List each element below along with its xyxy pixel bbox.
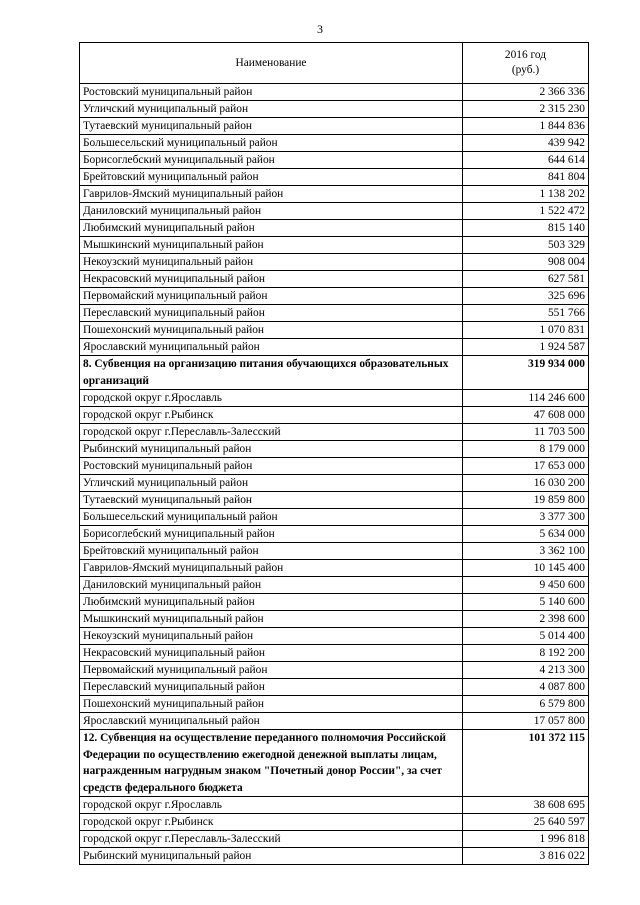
- district-name: Даниловский муниципальный район: [80, 577, 463, 594]
- amount-cell: 5 140 600: [463, 594, 589, 611]
- amount-cell: 627 581: [463, 271, 589, 288]
- district-name: Борисоглебский муниципальный район: [80, 526, 463, 543]
- table-row: [80, 475, 589, 492]
- table-row: [80, 322, 589, 339]
- district-name: Тутаевский муниципальный район: [80, 492, 463, 509]
- district-name: Угличский муниципальный район: [80, 101, 463, 118]
- amount-cell: 5 014 400: [463, 628, 589, 645]
- table-row: [80, 118, 589, 135]
- district-name: Любимский муниципальный район: [80, 594, 463, 611]
- district-name: городской округ г.Переславль-Залесский: [80, 831, 463, 848]
- table-row: [80, 407, 589, 424]
- district-name: Рыбинский муниципальный район: [80, 848, 463, 865]
- amount-cell: 9 450 600: [463, 577, 589, 594]
- table-row: [80, 135, 589, 152]
- amount-cell: 2 398 600: [463, 611, 589, 628]
- table-row: [80, 577, 589, 594]
- table-row: [80, 543, 589, 560]
- amount-cell: 114 246 600: [463, 390, 589, 407]
- amount-cell: 4 087 800: [463, 679, 589, 696]
- amount-cell: 47 608 000: [463, 407, 589, 424]
- district-name: Тутаевский муниципальный район: [80, 118, 463, 135]
- table-row: [80, 186, 589, 203]
- amount-cell: 3 362 100: [463, 543, 589, 560]
- column-header-name: Наименование: [80, 43, 463, 84]
- table-row: [80, 713, 589, 730]
- district-name: Угличский муниципальный район: [80, 475, 463, 492]
- district-name: Брейтовский муниципальный район: [80, 543, 463, 560]
- amount-cell: 644 614: [463, 152, 589, 169]
- district-name: Пошехонский муниципальный район: [80, 322, 463, 339]
- amount-cell: 1 070 831: [463, 322, 589, 339]
- table-row: [80, 696, 589, 713]
- column-header-year: [463, 43, 589, 84]
- amount-cell: 815 140: [463, 220, 589, 237]
- district-name: Мышкинский муниципальный район: [80, 611, 463, 628]
- amount-cell: 38 608 695: [463, 797, 589, 814]
- amount-cell: 841 804: [463, 169, 589, 186]
- section-row: [80, 730, 589, 797]
- district-name: Ярославский муниципальный район: [80, 713, 463, 730]
- table-row: [80, 339, 589, 356]
- district-name: Большесельский муниципальный район: [80, 509, 463, 526]
- table-row: [80, 797, 589, 814]
- district-name: Некоузский муниципальный район: [80, 254, 463, 271]
- district-name: Борисоглебский муниципальный район: [80, 152, 463, 169]
- amount-cell: 3 816 022: [463, 848, 589, 865]
- table-row: [80, 679, 589, 696]
- amount-cell: 8 179 000: [463, 441, 589, 458]
- district-name: Переславский муниципальный район: [80, 679, 463, 696]
- table-header-row: [80, 43, 589, 84]
- table-row: [80, 203, 589, 220]
- amount-cell: 11 703 500: [463, 424, 589, 441]
- amount-cell: 1 996 818: [463, 831, 589, 848]
- column-header-year-line2: (руб.): [511, 64, 540, 76]
- table-row: [80, 611, 589, 628]
- amount-cell: 1 924 587: [463, 339, 589, 356]
- district-name: Первомайский муниципальный район: [80, 662, 463, 679]
- table-row: [80, 560, 589, 577]
- amount-cell: 1 844 836: [463, 118, 589, 135]
- table-row: [80, 84, 589, 101]
- table-row: [80, 305, 589, 322]
- district-name: городской округ г.Рыбинск: [80, 814, 463, 831]
- amount-cell: 6 579 800: [463, 696, 589, 713]
- district-name: городской округ г.Переславль-Залесский: [80, 424, 463, 441]
- district-name: городской округ г.Рыбинск: [80, 407, 463, 424]
- amount-cell: 3 377 300: [463, 509, 589, 526]
- district-name: городской округ г.Ярославль: [80, 797, 463, 814]
- district-name: Гаврилов-Ямский муниципальный район: [80, 186, 463, 203]
- table-row: [80, 441, 589, 458]
- amount-cell: 17 057 800: [463, 713, 589, 730]
- table-row: [80, 152, 589, 169]
- district-name: Гаврилов-Ямский муниципальный район: [80, 560, 463, 577]
- amount-cell: 2 366 336: [463, 84, 589, 101]
- amount-cell: 8 192 200: [463, 645, 589, 662]
- amount-cell: 25 640 597: [463, 814, 589, 831]
- amount-cell: 439 942: [463, 135, 589, 152]
- table-row: [80, 169, 589, 186]
- table-row: [80, 645, 589, 662]
- district-name: Некрасовский муниципальный район: [80, 271, 463, 288]
- table-row: [80, 254, 589, 271]
- amount-cell: 4 213 300: [463, 662, 589, 679]
- table-row: [80, 458, 589, 475]
- district-name: Любимский муниципальный район: [80, 220, 463, 237]
- district-name: Первомайский муниципальный район: [80, 288, 463, 305]
- district-name: Брейтовский муниципальный район: [80, 169, 463, 186]
- subvention-table: [79, 42, 589, 865]
- amount-cell: 503 329: [463, 237, 589, 254]
- table-row: [80, 509, 589, 526]
- district-name: Ярославский муниципальный район: [80, 339, 463, 356]
- section-total: 319 934 000: [463, 356, 589, 390]
- section-title: 8. Субвенция на организацию питания обучающихся образовательных организаций: [80, 356, 463, 390]
- amount-cell: 1 138 202: [463, 186, 589, 203]
- table-row: [80, 526, 589, 543]
- table-row: [80, 848, 589, 865]
- section-row: [80, 356, 589, 390]
- table-row: [80, 390, 589, 407]
- table-row: [80, 288, 589, 305]
- amount-cell: 10 145 400: [463, 560, 589, 577]
- table-row: [80, 424, 589, 441]
- district-name: Большесельский муниципальный район: [80, 135, 463, 152]
- table-row: [80, 271, 589, 288]
- amount-cell: 2 315 230: [463, 101, 589, 118]
- table-row: [80, 220, 589, 237]
- section-total: 101 372 115: [463, 730, 589, 797]
- district-name: Пошехонский муниципальный район: [80, 696, 463, 713]
- district-name: Некрасовский муниципальный район: [80, 645, 463, 662]
- table-row: [80, 594, 589, 611]
- amount-cell: 19 859 800: [463, 492, 589, 509]
- column-header-year-line1: 2016 год: [504, 49, 547, 61]
- table-row: [80, 492, 589, 509]
- table-row: [80, 237, 589, 254]
- table-row: [80, 814, 589, 831]
- table-row: [80, 628, 589, 645]
- amount-cell: 1 522 472: [463, 203, 589, 220]
- amount-cell: 16 030 200: [463, 475, 589, 492]
- table-body: [80, 84, 589, 865]
- table-row: [80, 101, 589, 118]
- district-name: Мышкинский муниципальный район: [80, 237, 463, 254]
- amount-cell: 551 766: [463, 305, 589, 322]
- district-name: Даниловский муниципальный район: [80, 203, 463, 220]
- amount-cell: 17 653 000: [463, 458, 589, 475]
- table-row: [80, 662, 589, 679]
- page-number: 3: [317, 22, 323, 36]
- district-name: Ростовский муниципальный район: [80, 458, 463, 475]
- amount-cell: 5 634 000: [463, 526, 589, 543]
- district-name: городской округ г.Ярославль: [80, 390, 463, 407]
- district-name: Рыбинский муниципальный район: [80, 441, 463, 458]
- table-row: [80, 831, 589, 848]
- amount-cell: 908 004: [463, 254, 589, 271]
- amount-cell: 325 696: [463, 288, 589, 305]
- district-name: Ростовский муниципальный район: [80, 84, 463, 101]
- district-name: Некоузский муниципальный район: [80, 628, 463, 645]
- district-name: Переславский муниципальный район: [80, 305, 463, 322]
- section-title: 12. Субвенция на осуществление переданного полномочия Российской Федерации по осуществлению ежегодной денежной выплаты лицам, награжденным нагрудным знаком "Почетный донор России", за счет средств федерального бюджета: [80, 730, 463, 797]
